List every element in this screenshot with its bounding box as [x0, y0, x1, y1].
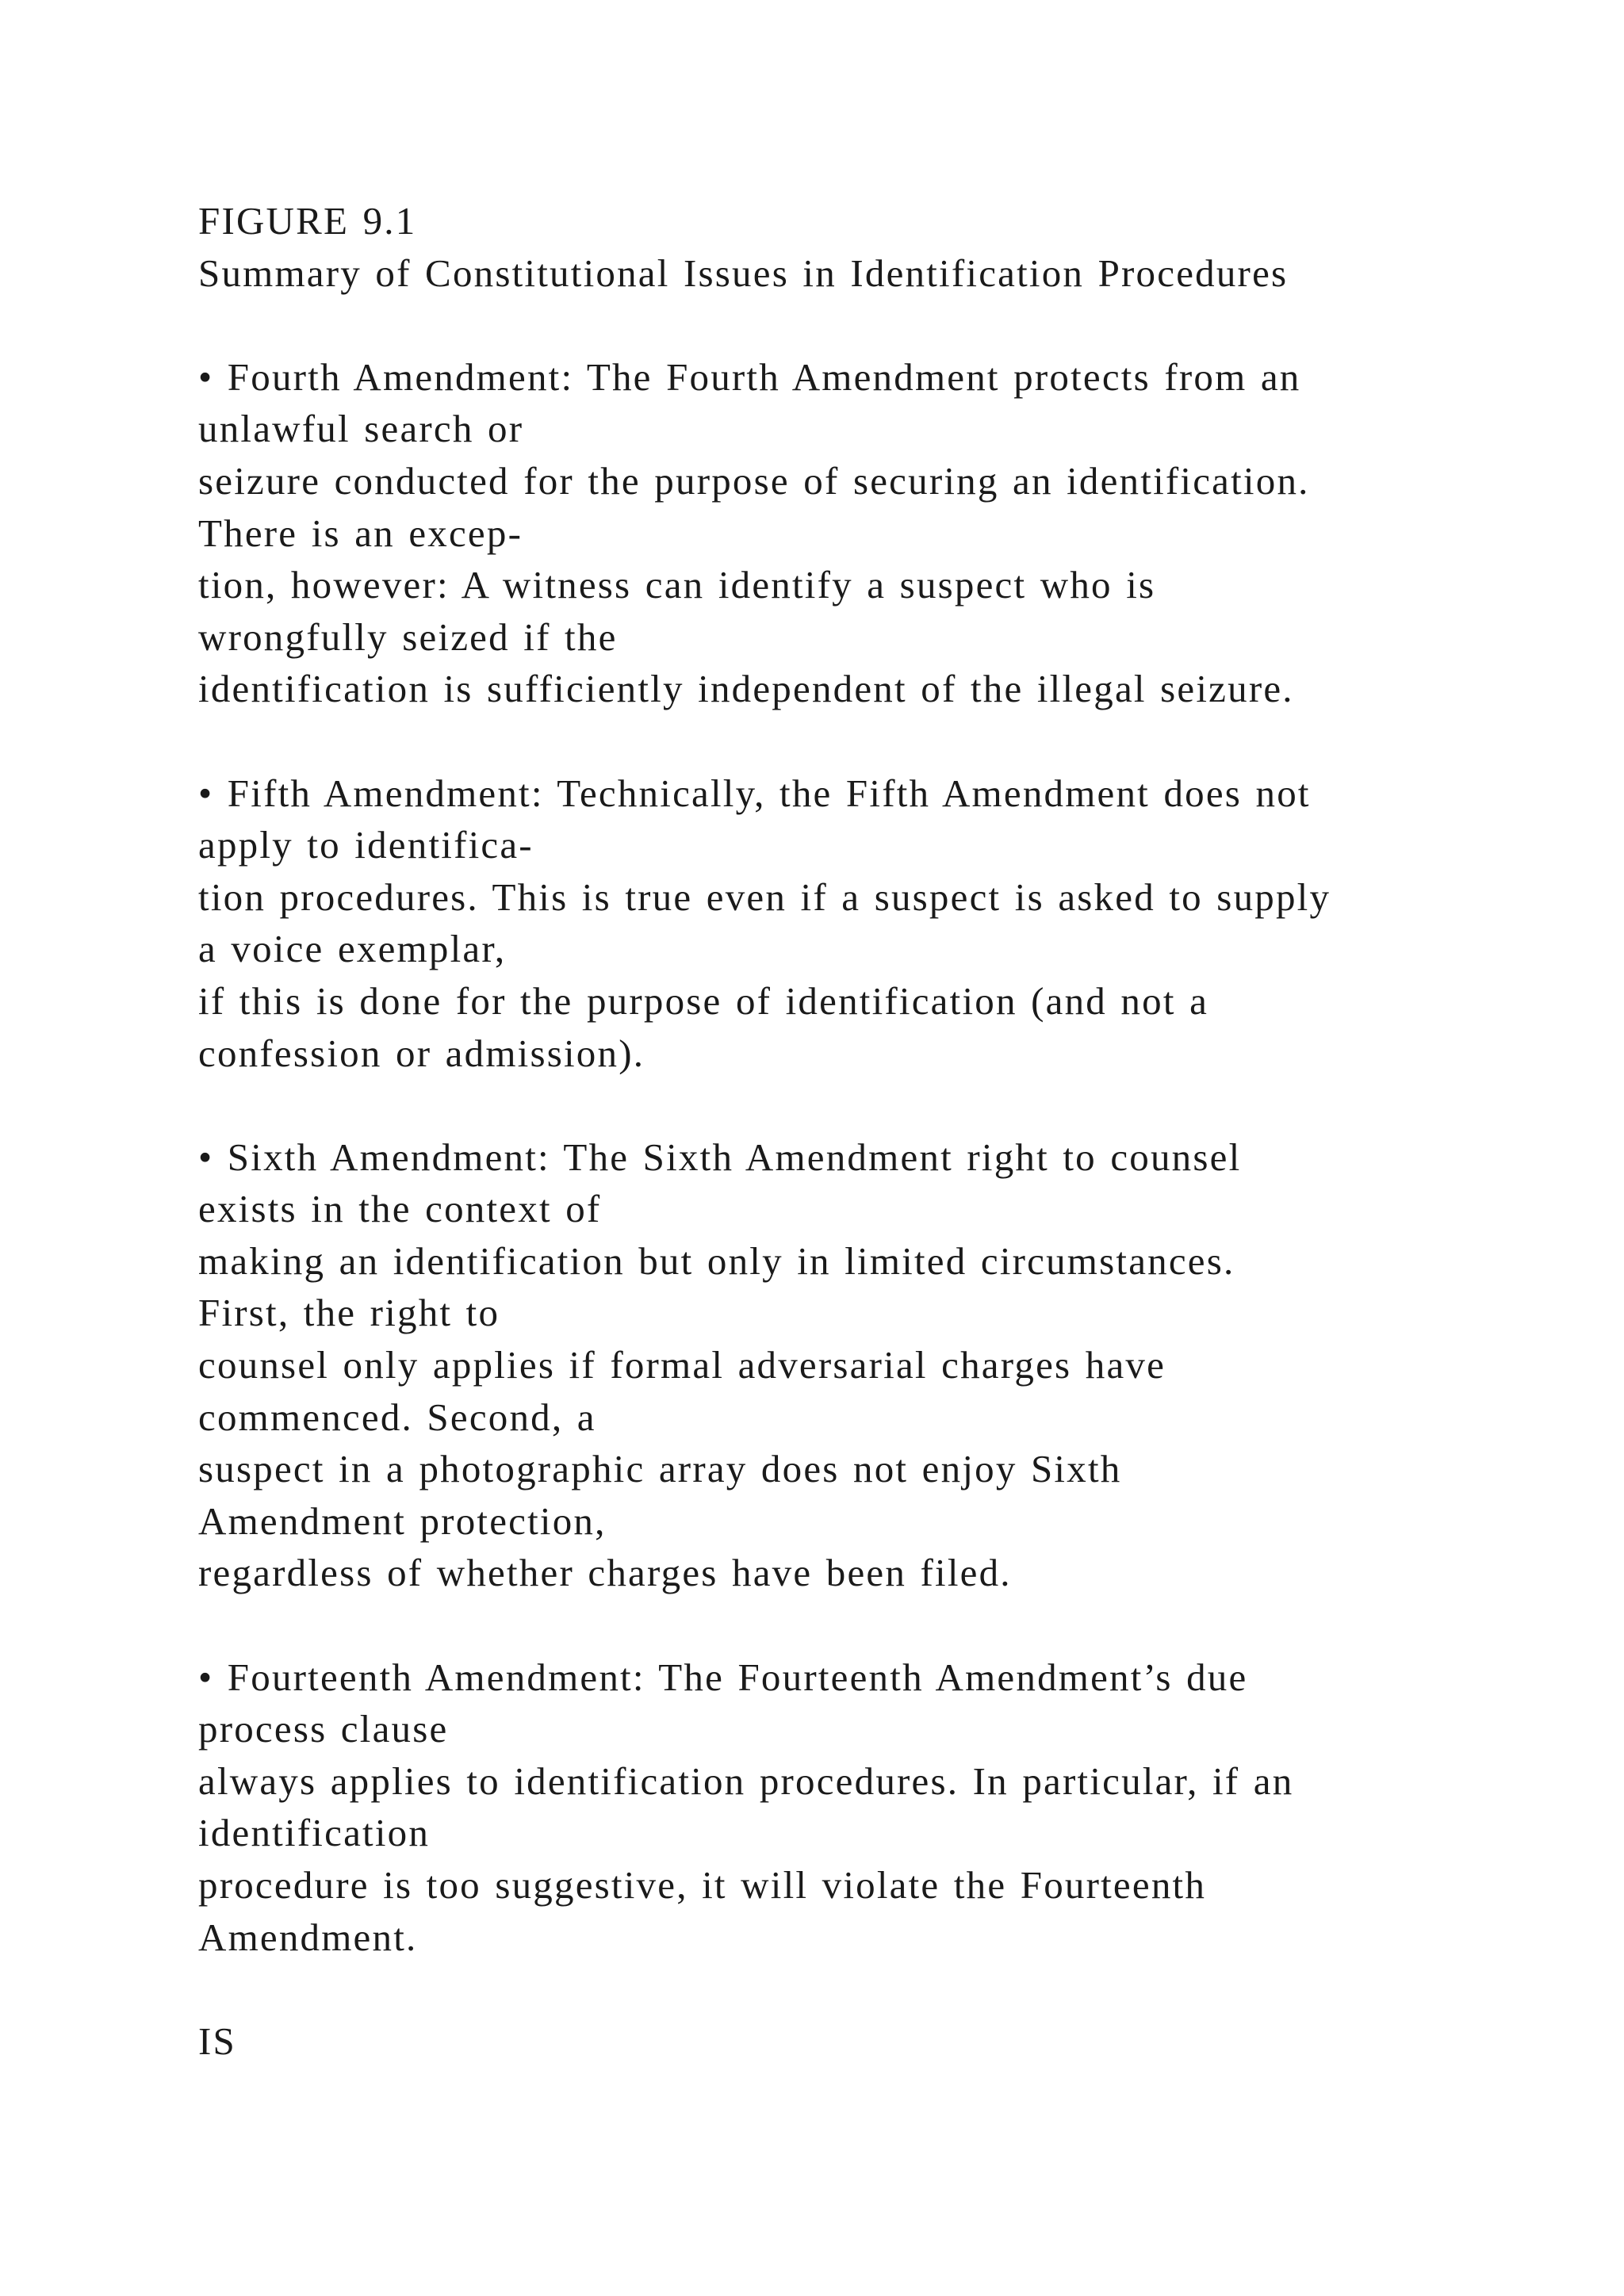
text-line: • Fourteenth Amendment: The Fourteenth Amendment’s due: [198, 1655, 1248, 1699]
text-line: procedure is too suggestive, it will violate the Fourteenth: [198, 1863, 1207, 1907]
text-line: Amendment protection,: [198, 1498, 607, 1543]
paragraph-gap: [198, 715, 1546, 767]
text-line: if this is done for the purpose of identification (and not a: [198, 978, 1209, 1023]
trailing-text: IS: [198, 2019, 236, 2063]
text-line: apply to identifica-: [198, 823, 534, 867]
paragraph-fifth-amendment: [198, 767, 1546, 1080]
text-line: There is an excep-: [198, 511, 523, 555]
paragraph-fourteenth-amendment: [198, 1651, 1546, 1964]
paragraph-fourth-amendment: [198, 351, 1546, 715]
text-line: • Sixth Amendment: The Sixth Amendment right to counsel: [198, 1135, 1242, 1179]
text-line: wrongfully seized if the: [198, 614, 618, 659]
text-line: tion, however: A witness can identify a suspect who is: [198, 563, 1156, 607]
text-line: Amendment.: [198, 1915, 418, 1959]
text-line: process clause: [198, 1707, 449, 1751]
text-line: • Fourth Amendment: The Fourth Amendment protects from an: [198, 354, 1301, 399]
paragraph-gap: [198, 1963, 1546, 2015]
text-line: always applies to identification procedures. In particular, if an: [198, 1758, 1294, 1803]
text-line: a voice exemplar,: [198, 927, 507, 971]
text-line: exists in the context of: [198, 1187, 602, 1231]
document-text: [198, 195, 1546, 2067]
paragraph-gap: [198, 299, 1546, 351]
figure-label: FIGURE 9.1: [198, 199, 417, 243]
paragraph-gap: [198, 1079, 1546, 1131]
text-line: counsel only applies if formal adversarial charges have: [198, 1343, 1166, 1387]
text-line: regardless of whether charges have been filed.: [198, 1551, 1012, 1595]
text-line: identification is sufficiently independent of the illegal seizure.: [198, 667, 1294, 711]
text-line: commenced. Second, a: [198, 1395, 596, 1439]
paragraph-sixth-amendment: [198, 1131, 1546, 1599]
text-line: confession or admission).: [198, 1031, 645, 1075]
text-line: making an identification but only in limited circumstances.: [198, 1238, 1235, 1283]
text-line: First, the right to: [198, 1291, 500, 1335]
text-line: • Fifth Amendment: Technically, the Fifth Amendment does not: [198, 771, 1311, 815]
text-line: seizure conducted for the purpose of securing an identification.: [198, 458, 1310, 503]
text-line: unlawful search or: [198, 407, 524, 451]
text-line: identification: [198, 1811, 431, 1855]
paragraph-gap: [198, 1599, 1546, 1651]
text-line: suspect in a photographic array does not enjoy Sixth: [198, 1447, 1122, 1491]
figure-title: Summary of Constitutional Issues in Identification Procedures: [198, 251, 1289, 295]
text-line: tion procedures. This is true even if a suspect is asked to supply: [198, 874, 1331, 919]
